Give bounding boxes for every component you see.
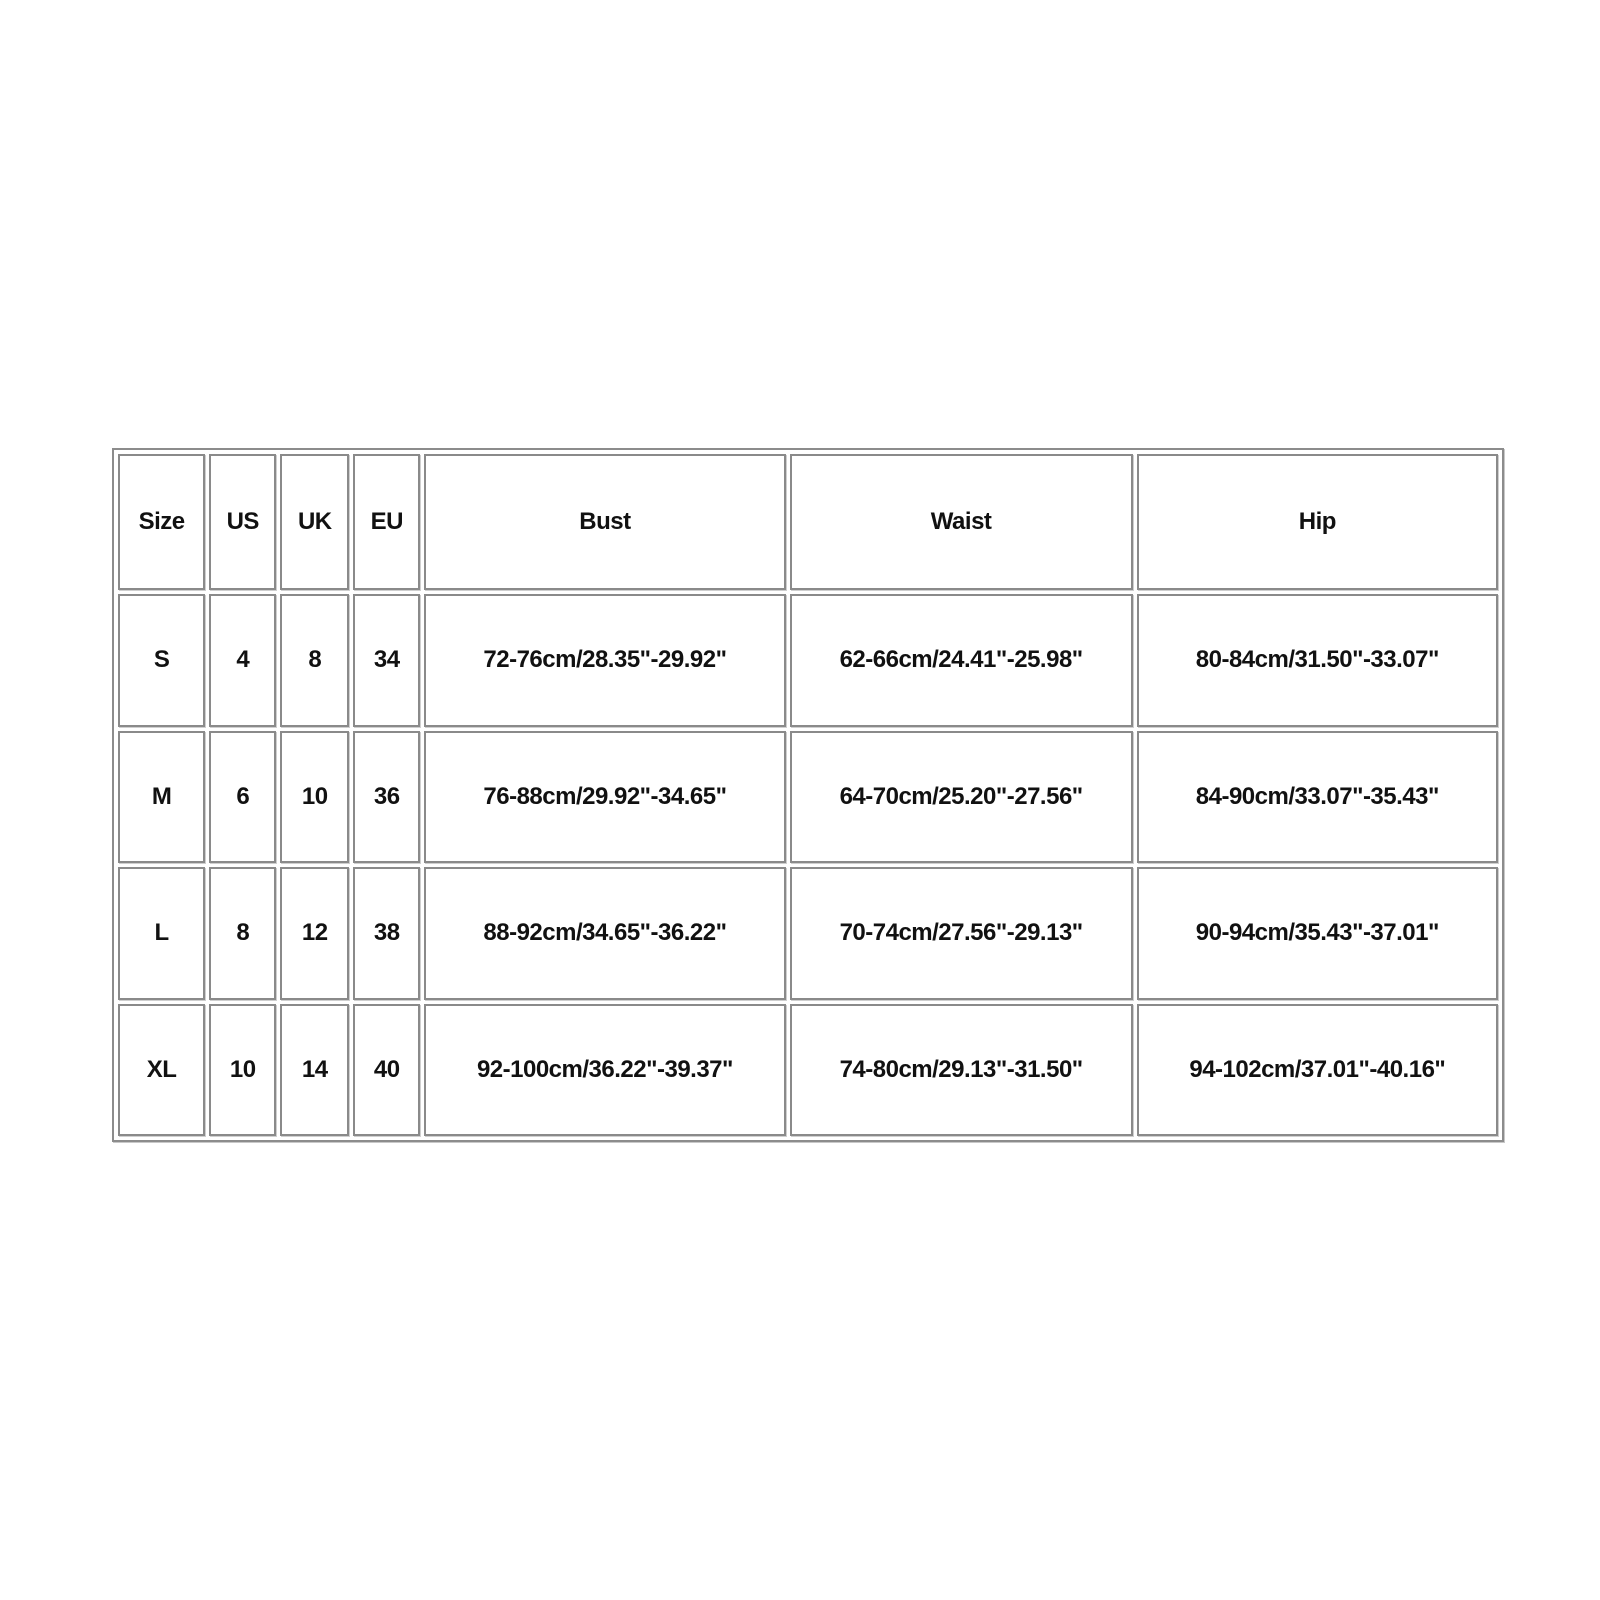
header-waist: Waist bbox=[790, 454, 1133, 590]
cell-size: M bbox=[118, 731, 205, 864]
header-bust: Bust bbox=[424, 454, 785, 590]
cell-eu: 36 bbox=[353, 731, 420, 864]
table-row bbox=[118, 594, 1498, 727]
cell-uk: 10 bbox=[280, 731, 349, 864]
cell-bust: 76-88cm/29.92"-34.65" bbox=[424, 731, 785, 864]
table-row bbox=[118, 1004, 1498, 1137]
cell-waist: 70-74cm/27.56"-29.13" bbox=[790, 867, 1133, 1000]
table-row bbox=[118, 867, 1498, 1000]
cell-hip: 80-84cm/31.50"-33.07" bbox=[1137, 594, 1498, 727]
cell-waist: 62-66cm/24.41"-25.98" bbox=[790, 594, 1133, 727]
table-row bbox=[118, 731, 1498, 864]
cell-bust: 72-76cm/28.35"-29.92" bbox=[424, 594, 785, 727]
header-hip: Hip bbox=[1137, 454, 1498, 590]
header-row bbox=[118, 454, 1498, 590]
cell-bust: 88-92cm/34.65"-36.22" bbox=[424, 867, 785, 1000]
cell-us: 10 bbox=[209, 1004, 276, 1137]
cell-size: S bbox=[118, 594, 205, 727]
header-uk: UK bbox=[280, 454, 349, 590]
cell-us: 4 bbox=[209, 594, 276, 727]
cell-us: 6 bbox=[209, 731, 276, 864]
size-chart-table bbox=[112, 448, 1504, 1142]
header-size: Size bbox=[118, 454, 205, 590]
cell-uk: 14 bbox=[280, 1004, 349, 1137]
cell-size: L bbox=[118, 867, 205, 1000]
cell-eu: 34 bbox=[353, 594, 420, 727]
cell-waist: 64-70cm/25.20"-27.56" bbox=[790, 731, 1133, 864]
cell-eu: 38 bbox=[353, 867, 420, 1000]
cell-uk: 8 bbox=[280, 594, 349, 727]
cell-us: 8 bbox=[209, 867, 276, 1000]
cell-hip: 94-102cm/37.01"-40.16" bbox=[1137, 1004, 1498, 1137]
cell-hip: 84-90cm/33.07"-35.43" bbox=[1137, 731, 1498, 864]
cell-bust: 92-100cm/36.22"-39.37" bbox=[424, 1004, 785, 1137]
header-us: US bbox=[209, 454, 276, 590]
header-eu: EU bbox=[353, 454, 420, 590]
cell-size: XL bbox=[118, 1004, 205, 1137]
cell-hip: 90-94cm/35.43"-37.01" bbox=[1137, 867, 1498, 1000]
cell-eu: 40 bbox=[353, 1004, 420, 1137]
cell-uk: 12 bbox=[280, 867, 349, 1000]
cell-waist: 74-80cm/29.13"-31.50" bbox=[790, 1004, 1133, 1137]
